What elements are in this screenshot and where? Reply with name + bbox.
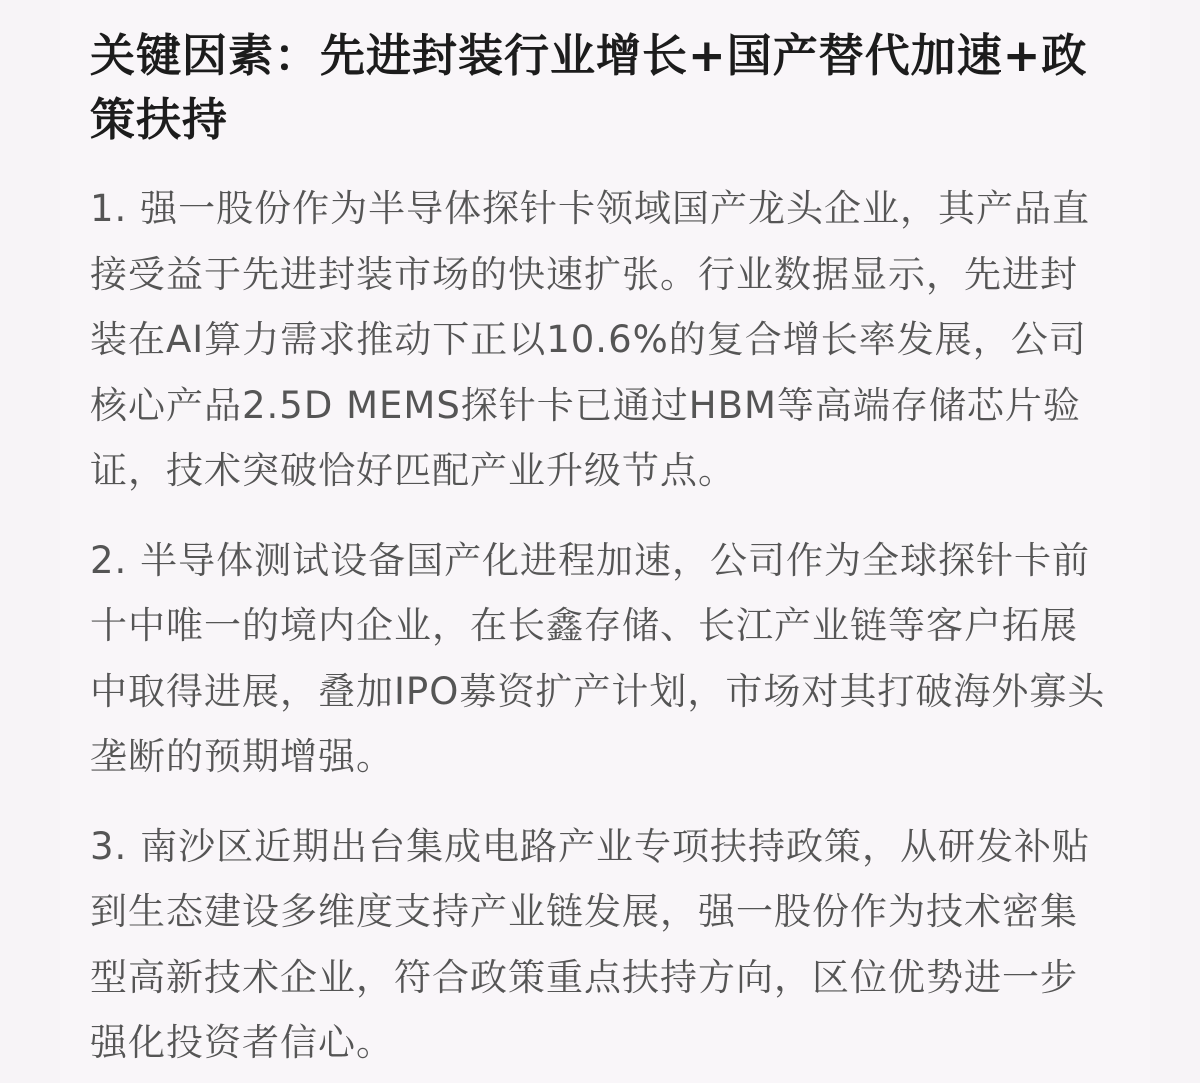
paragraph-3: 3. 南沙区近期出台集成电路产业专项扶持政策，从研发补贴到生态建设多维度支持产业链发展，强一股份作为技术密集型高新技术企业，符合政策重点扶持方向，区位优势进一步强化投资者信心。 [90, 824, 1091, 1064]
paragraph-2: 2. 半导体测试设备国产化进程加速，公司作为全球探针卡前十中唯一的境内企业，在长鑫存储、长江产业链等客户拓展中取得进展，叠加IPO募资扩产计划，市场对其打破海外寡头垄断的预期增强。 [90, 538, 1106, 778]
article-heading: 关键因素：先进封装行业增长+国产替代加速+政策扶持 [90, 29, 1088, 146]
article-content [90, 24, 1115, 1076]
paragraph-1: 1. 强一股份作为半导体探针卡领域国产龙头企业，其产品直接受益于先进封装市场的快速扩张。行业数据显示，先进封装在AI算力需求推动下正以10.6%的复合增长率发展，公司核心产品2.5D MEMS探针卡已通过HBM等高端存储芯片验证，技术突破恰好匹配产业升级节点。 [90, 187, 1091, 492]
